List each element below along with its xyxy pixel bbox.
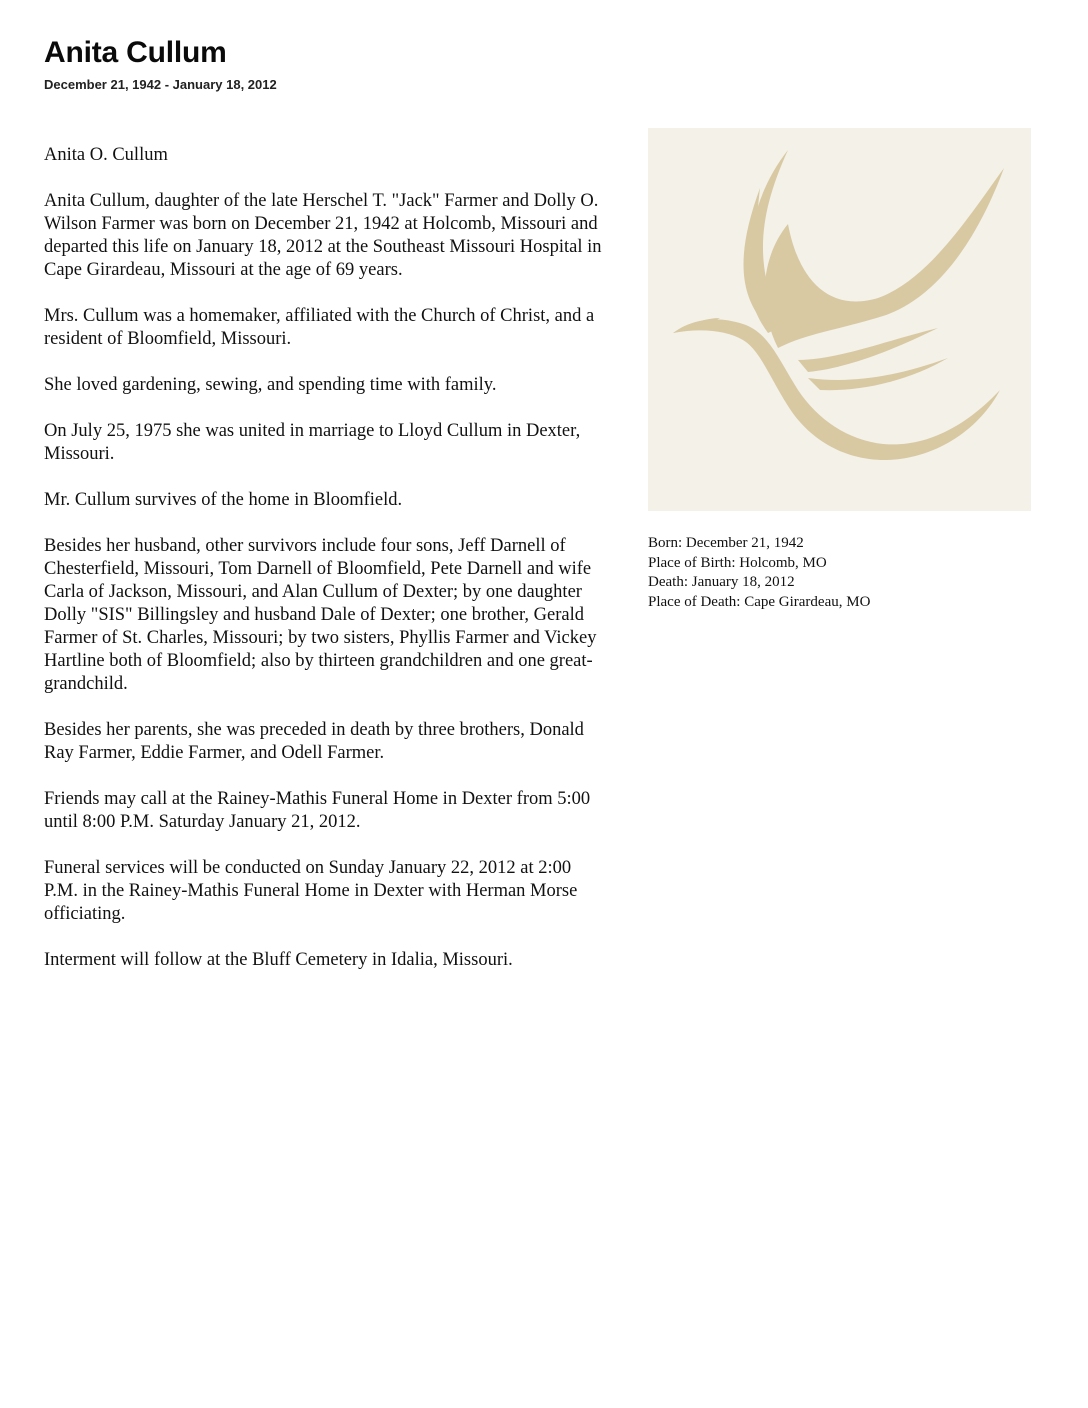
dove-icon xyxy=(648,128,1031,511)
place-of-death-fact: Place of Death: Cape Girardeau, MO xyxy=(648,593,871,610)
obituary-paragraph: Mr. Cullum survives of the home in Bloomfield. xyxy=(44,490,403,510)
memorial-photo xyxy=(648,128,1031,511)
obituary-paragraph: On July 25, 1975 she was united in marriage to Lloyd Cullum in Dexter, Missouri. xyxy=(44,421,581,464)
obituary-paragraph: Friends may call at the Rainey-Mathis Funeral Home in Dexter from 5:00 until 8:00 P.M. Saturday January 21, 2012. xyxy=(44,789,591,832)
page-title: Anita Cullum xyxy=(44,36,227,69)
obituary-paragraph: Interment will follow at the Bluff Cemetery in Idalia, Missouri. xyxy=(44,950,513,970)
obituary-paragraph: Besides her parents, she was preceded in death by three brothers, Donald Ray Farmer, Eddie Farmer, and Odell Farmer. xyxy=(44,720,584,763)
death-fact: Death: January 18, 2012 xyxy=(648,574,795,590)
obituary-header xyxy=(44,34,644,94)
life-dates: December 21, 1942 - January 18, 2012 xyxy=(44,77,277,92)
place-of-birth-fact: Place of Birth: Holcomb, MO xyxy=(648,554,827,571)
obituary-body xyxy=(44,144,604,995)
obituary-paragraph: Funeral services will be conducted on Sunday January 22, 2012 at 2:00 P.M. in the Rainey-Mathis Funeral Home in Dexter with Herman Morse officiating. xyxy=(44,858,578,924)
obituary-paragraph: Anita Cullum, daughter of the late Herschel T. "Jack" Farmer and Dolly O. Wilson Farmer was born on December 21, 1942 at Holcomb, Missouri and departed this life on January 18, 2012 at the Southeast Missouri Hospital in Cape Girardeau, Missouri at the age of 69 years. xyxy=(44,191,602,280)
obituary-paragraph: Besides her husband, other survivors include four sons, Jeff Darnell of Chesterfield, Missouri, Tom Darnell of Bloomfield, Pete Darnell and wife Carla of Jackson, Missouri, and Alan Cullum of Dexter; by one daughter Dolly "SIS" Billingsley and husband Dale of Dexter; one brother, Gerald Farmer of St. Charles, Missouri; by two sisters, Phyllis Farmer and Vickey Hartline both of Bloomfield; also by thirteen grandchildren and one great-grandchild. xyxy=(44,536,597,694)
vital-facts xyxy=(648,534,1048,612)
born-fact: Born: December 21, 1942 xyxy=(648,535,804,551)
obituary-paragraph: Mrs. Cullum was a homemaker, affiliated with the Church of Christ, and a resident of Bloomfield, Missouri. xyxy=(44,306,595,349)
obituary-paragraph: Anita O. Cullum xyxy=(44,145,168,165)
obituary-paragraph: She loved gardening, sewing, and spending time with family. xyxy=(44,375,497,395)
